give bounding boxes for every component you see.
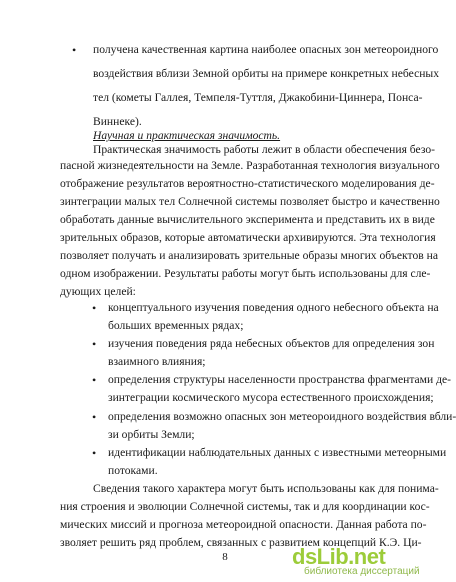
- bullet-marker: •: [92, 301, 97, 315]
- bullet-marker: •: [92, 373, 97, 387]
- bullet-marker: •: [92, 337, 97, 351]
- watermark-logo: [292, 546, 442, 578]
- text-line: воздействия вблизи Земной орбиты на примере конкретных небесных: [93, 67, 440, 80]
- text-line: определения возможно опасных зон метеороидного воздействия вбли-: [108, 410, 456, 423]
- text-line: зинтеграции космического мусора естественного происхождения;: [108, 391, 434, 404]
- text-line: отображение результатов вероятностно-статистического моделирования де-: [60, 177, 435, 190]
- text-line: концептуального изучения поведения одного небесного объекта на: [108, 301, 439, 314]
- bullet-marker: •: [92, 446, 97, 460]
- text-line: больших временных рядах;: [108, 319, 244, 332]
- text-line: изучения поведения ряда небесных объектов для определения зон: [108, 337, 435, 350]
- text-line: потоками.: [108, 464, 158, 477]
- page-number: 8: [222, 551, 228, 563]
- text-line: Сведения такого характера могут быть использованы как для понима-: [93, 482, 439, 495]
- watermark-brand: dsLib.net: [292, 544, 386, 569]
- text-line: взаимного влияния;: [108, 355, 206, 368]
- text-line: Практическая значимость работы лежит в области обеспечения безо-: [93, 143, 436, 156]
- text-line: мических миссий и прогноза метеороидной опасности. Данная работа по-: [60, 518, 427, 531]
- bullet-marker: •: [72, 43, 77, 57]
- text-line: Виннеке).: [93, 115, 142, 128]
- text-line: обработать данные вычислительного эксперимента и представить их в виде: [60, 213, 435, 226]
- text-line: зволяет решить ряд проблем, связанных с развитием концепций К.Э. Ци-: [60, 536, 422, 549]
- text-line: пасной жизнедеятельности на Земле. Разработанная технология визуального: [60, 159, 440, 172]
- text-line: одном изображении. Результаты работы могут быть использованы для сле-: [60, 267, 431, 280]
- text-line: получена качественная картина наиболее опасных зон метеороидного: [93, 43, 439, 56]
- text-line: идентификации наблюдательных данных с известными метеорными: [108, 446, 447, 459]
- text-line: тел (кометы Галлея, Темпеля-Туттля, Джакобини-Циннера, Понса-: [93, 91, 423, 104]
- text-line: дующих целей:: [60, 285, 136, 298]
- section-heading: Научная и практическая значимость.: [93, 129, 281, 142]
- text-line: зрительных образов, которые автоматически архивируются. Эта технология: [60, 231, 436, 244]
- text-line: ния строения и эволюции Солнечной системы, так и для координации кос-: [60, 500, 430, 513]
- bullet-marker: •: [92, 410, 97, 424]
- text-line: зинтеграции малых тел Солнечной системы позволяет быстро и качественно: [60, 195, 440, 208]
- watermark-subtitle: библиотека диссертаций: [304, 566, 420, 577]
- text-line: зи орбиты Земли;: [108, 428, 195, 441]
- text-line: позволяет получать и анализировать зрительные образы многих объектов на: [60, 249, 438, 262]
- text-line: определения структуры населенности пространства фрагментами де-: [108, 373, 452, 386]
